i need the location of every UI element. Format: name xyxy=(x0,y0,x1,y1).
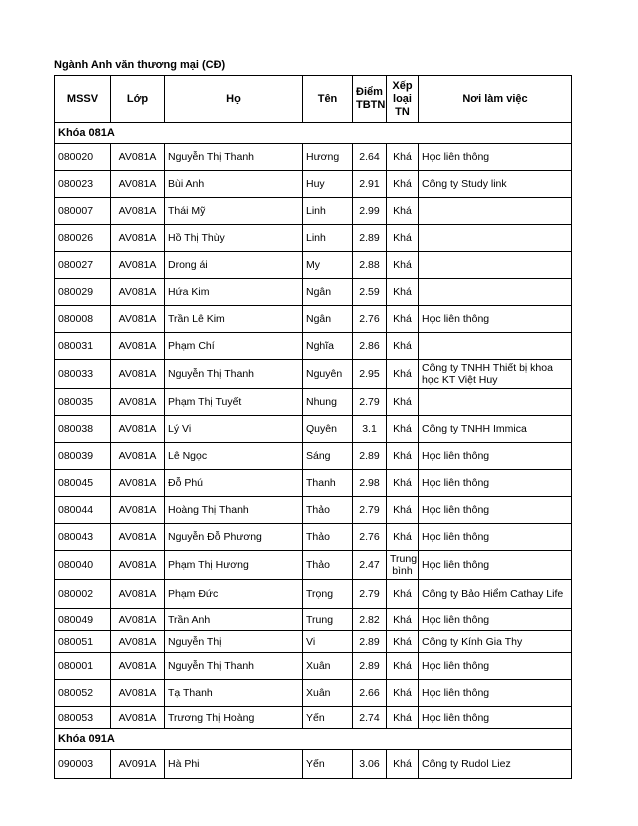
cell-diem: 2.95 xyxy=(353,360,387,389)
cell-ten: Nguyên xyxy=(303,360,353,389)
table-row xyxy=(55,653,572,680)
cell-lop: AV081A xyxy=(111,551,165,580)
table-row xyxy=(55,198,572,225)
cell-xep-loai: Khá xyxy=(387,580,419,609)
table-row xyxy=(55,551,572,580)
cell-mssv: 080051 xyxy=(55,631,111,653)
cell-ten: Thảo xyxy=(303,524,353,551)
cell-mssv: 080031 xyxy=(55,333,111,360)
cell-xep-loai: Khá xyxy=(387,389,419,416)
cell-ten: Trọng xyxy=(303,580,353,609)
cell-noi-lam-viec: Học liên thông xyxy=(419,653,572,680)
cell-noi-lam-viec: Công ty TNHH Thiết bị khoa học KT Việt Huy xyxy=(419,360,572,389)
cell-diem: 3.1 xyxy=(353,416,387,443)
cell-lop: AV081A xyxy=(111,389,165,416)
cell-ho: Trần Lê Kim xyxy=(165,306,303,333)
cell-lop: AV081A xyxy=(111,631,165,653)
cell-noi-lam-viec: Công ty TNHH Immica xyxy=(419,416,572,443)
cell-noi-lam-viec: Học liên thông xyxy=(419,470,572,497)
cell-mssv: 080039 xyxy=(55,443,111,470)
cell-mssv: 080026 xyxy=(55,225,111,252)
cell-noi-lam-viec: Công ty Study link xyxy=(419,171,572,198)
cell-lop: AV081A xyxy=(111,144,165,171)
cell-xep-loai: Khá xyxy=(387,279,419,306)
cell-lop: AV081A xyxy=(111,609,165,631)
table-row xyxy=(55,306,572,333)
cell-lop: AV081A xyxy=(111,171,165,198)
cell-lop: AV081A xyxy=(111,443,165,470)
cell-xep-loai: Khá xyxy=(387,333,419,360)
cell-diem: 2.89 xyxy=(353,653,387,680)
cell-diem: 2.89 xyxy=(353,631,387,653)
cell-ho: Nguyễn Đỗ Phương xyxy=(165,524,303,551)
cell-ho: Lý Vi xyxy=(165,416,303,443)
table-row xyxy=(55,279,572,306)
header-xep-loai: Xếp loại TN xyxy=(387,76,419,123)
cell-xep-loai: Khá xyxy=(387,470,419,497)
cell-noi-lam-viec: Học liên thông xyxy=(419,144,572,171)
cell-mssv: 080045 xyxy=(55,470,111,497)
table-row xyxy=(55,609,572,631)
cell-noi-lam-viec: Công ty Bảo Hiểm Cathay Life xyxy=(419,580,572,609)
cell-xep-loai: Khá xyxy=(387,497,419,524)
cell-lop: AV081A xyxy=(111,279,165,306)
cell-xep-loai: Khá xyxy=(387,360,419,389)
cell-lop: AV081A xyxy=(111,680,165,707)
cell-xep-loai: Trung bình xyxy=(387,551,419,580)
cell-mssv: 080043 xyxy=(55,524,111,551)
cell-ho: Hoàng Thị Thanh xyxy=(165,497,303,524)
cell-mssv: 080020 xyxy=(55,144,111,171)
table-row xyxy=(55,416,572,443)
cell-ten: Thảo xyxy=(303,551,353,580)
cell-diem: 2.89 xyxy=(353,225,387,252)
cell-ho: Bùi Anh xyxy=(165,171,303,198)
cell-diem: 2.91 xyxy=(353,171,387,198)
cell-ho: Nguyễn Thị Thanh xyxy=(165,653,303,680)
cell-noi-lam-viec xyxy=(419,252,572,279)
cell-ho: Hồ Thị Thùy xyxy=(165,225,303,252)
cell-ten: Yến xyxy=(303,707,353,729)
cell-xep-loai: Khá xyxy=(387,198,419,225)
cell-diem: 2.79 xyxy=(353,497,387,524)
cell-ho: Lê Ngọc xyxy=(165,443,303,470)
cell-ho: Hà Phi xyxy=(165,750,303,779)
cell-diem: 2.89 xyxy=(353,443,387,470)
cell-xep-loai: Khá xyxy=(387,707,419,729)
cell-lop: AV081A xyxy=(111,225,165,252)
cell-noi-lam-viec: Học liên thông xyxy=(419,707,572,729)
cell-ho: Phạm Thị Tuyết xyxy=(165,389,303,416)
header-mssv: MSSV xyxy=(55,76,111,123)
cell-noi-lam-viec: Học liên thông xyxy=(419,306,572,333)
cell-diem: 2.64 xyxy=(353,144,387,171)
cell-lop: AV081A xyxy=(111,653,165,680)
cell-noi-lam-viec: Học liên thông xyxy=(419,524,572,551)
cell-mssv: 080029 xyxy=(55,279,111,306)
cell-lop: AV081A xyxy=(111,524,165,551)
graduates-table xyxy=(54,75,572,779)
table-row xyxy=(55,750,572,779)
cell-ten: Sáng xyxy=(303,443,353,470)
cell-noi-lam-viec: Công ty Rudol Liez xyxy=(419,750,572,779)
cell-ten: Vi xyxy=(303,631,353,653)
cell-xep-loai: Khá xyxy=(387,416,419,443)
cell-diem: 2.47 xyxy=(353,551,387,580)
cell-diem: 3.06 xyxy=(353,750,387,779)
cell-xep-loai: Khá xyxy=(387,609,419,631)
cell-ho: Nguyễn Thị xyxy=(165,631,303,653)
cell-noi-lam-viec xyxy=(419,389,572,416)
header-noi-lam-viec: Nơi làm việc xyxy=(419,76,572,123)
cell-xep-loai: Khá xyxy=(387,171,419,198)
cell-ten: Ngân xyxy=(303,306,353,333)
cell-noi-lam-viec: Học liên thông xyxy=(419,443,572,470)
cell-noi-lam-viec xyxy=(419,333,572,360)
cell-ten: Xuân xyxy=(303,680,353,707)
cell-xep-loai: Khá xyxy=(387,653,419,680)
table-row xyxy=(55,524,572,551)
cell-mssv: 080027 xyxy=(55,252,111,279)
cell-ho: Đỗ Phú xyxy=(165,470,303,497)
cell-noi-lam-viec xyxy=(419,225,572,252)
table-header-row xyxy=(55,76,572,123)
cell-diem: 2.76 xyxy=(353,524,387,551)
section-label: Khóa 081A xyxy=(55,123,572,144)
cell-diem: 2.76 xyxy=(353,306,387,333)
cell-diem: 2.79 xyxy=(353,389,387,416)
cell-mssv: 080052 xyxy=(55,680,111,707)
cell-xep-loai: Khá xyxy=(387,750,419,779)
cell-noi-lam-viec: Học liên thông xyxy=(419,551,572,580)
cell-noi-lam-viec xyxy=(419,279,572,306)
table-row xyxy=(55,360,572,389)
cell-ho: Nguyễn Thị Thanh xyxy=(165,360,303,389)
table-row xyxy=(55,497,572,524)
header-ho: Họ xyxy=(165,76,303,123)
cell-ho: Trương Thị Hoàng xyxy=(165,707,303,729)
cell-xep-loai: Khá xyxy=(387,524,419,551)
cell-mssv: 080033 xyxy=(55,360,111,389)
cell-xep-loai: Khá xyxy=(387,252,419,279)
cell-ten: Yến xyxy=(303,750,353,779)
cell-ho: Drong ái xyxy=(165,252,303,279)
cell-lop: AV081A xyxy=(111,360,165,389)
cell-lop: AV081A xyxy=(111,306,165,333)
cell-ten: Thảo xyxy=(303,497,353,524)
header-diem: Điểm TBTN xyxy=(353,76,387,123)
cell-diem: 2.86 xyxy=(353,333,387,360)
cell-noi-lam-viec: Học liên thông xyxy=(419,680,572,707)
cell-diem: 2.66 xyxy=(353,680,387,707)
cell-mssv: 090003 xyxy=(55,750,111,779)
cell-noi-lam-viec: Công ty Kính Gia Thy xyxy=(419,631,572,653)
table-row xyxy=(55,171,572,198)
section-row xyxy=(55,123,572,144)
cell-ten: Huy xyxy=(303,171,353,198)
cell-xep-loai: Khá xyxy=(387,631,419,653)
cell-ho: Thái Mỹ xyxy=(165,198,303,225)
cell-xep-loai: Khá xyxy=(387,306,419,333)
cell-noi-lam-viec xyxy=(419,198,572,225)
cell-diem: 2.79 xyxy=(353,580,387,609)
cell-lop: AV081A xyxy=(111,707,165,729)
cell-ten: Linh xyxy=(303,225,353,252)
cell-lop: AV081A xyxy=(111,198,165,225)
cell-mssv: 080044 xyxy=(55,497,111,524)
cell-ho: Phạm Đức xyxy=(165,580,303,609)
cell-lop: AV081A xyxy=(111,470,165,497)
header-lop: Lớp xyxy=(111,76,165,123)
cell-ho: Phạm Thị Hương xyxy=(165,551,303,580)
cell-ho: Trần Anh xyxy=(165,609,303,631)
cell-diem: 2.88 xyxy=(353,252,387,279)
cell-ten: Nhung xyxy=(303,389,353,416)
cell-diem: 2.82 xyxy=(353,609,387,631)
cell-diem: 2.74 xyxy=(353,707,387,729)
cell-lop: AV081A xyxy=(111,497,165,524)
cell-mssv: 080038 xyxy=(55,416,111,443)
table-row xyxy=(55,443,572,470)
cell-ten: Trung xyxy=(303,609,353,631)
cell-diem: 2.59 xyxy=(353,279,387,306)
cell-ten: Nghĩa xyxy=(303,333,353,360)
cell-ten: Thanh xyxy=(303,470,353,497)
cell-diem: 2.98 xyxy=(353,470,387,497)
cell-ho: Phạm Chí xyxy=(165,333,303,360)
section-row xyxy=(55,729,572,750)
cell-lop: AV081A xyxy=(111,252,165,279)
cell-lop: AV091A xyxy=(111,750,165,779)
table-row xyxy=(55,389,572,416)
table-row xyxy=(55,225,572,252)
table-row xyxy=(55,707,572,729)
cell-ten: My xyxy=(303,252,353,279)
cell-noi-lam-viec: Học liên thông xyxy=(419,497,572,524)
cell-mssv: 080007 xyxy=(55,198,111,225)
page-title: Ngành Anh văn thương mại (CĐ) xyxy=(54,59,226,71)
cell-mssv: 080002 xyxy=(55,580,111,609)
table-row xyxy=(55,333,572,360)
table-row xyxy=(55,580,572,609)
cell-mssv: 080053 xyxy=(55,707,111,729)
cell-mssv: 080023 xyxy=(55,171,111,198)
cell-mssv: 080040 xyxy=(55,551,111,580)
section-label: Khóa 091A xyxy=(55,729,572,750)
table-row xyxy=(55,470,572,497)
header-ten: Tên xyxy=(303,76,353,123)
cell-xep-loai: Khá xyxy=(387,225,419,252)
cell-lop: AV081A xyxy=(111,416,165,443)
cell-lop: AV081A xyxy=(111,580,165,609)
cell-ten: Xuân xyxy=(303,653,353,680)
cell-mssv: 080001 xyxy=(55,653,111,680)
cell-ten: Ngân xyxy=(303,279,353,306)
cell-mssv: 080008 xyxy=(55,306,111,333)
cell-mssv: 080035 xyxy=(55,389,111,416)
cell-ho: Hứa Kim xyxy=(165,279,303,306)
cell-xep-loai: Khá xyxy=(387,680,419,707)
cell-ho: Nguyễn Thị Thanh xyxy=(165,144,303,171)
cell-ho: Tạ Thanh xyxy=(165,680,303,707)
table-row xyxy=(55,680,572,707)
cell-mssv: 080049 xyxy=(55,609,111,631)
cell-xep-loai: Khá xyxy=(387,443,419,470)
cell-ten: Quyên xyxy=(303,416,353,443)
cell-lop: AV081A xyxy=(111,333,165,360)
cell-diem: 2.99 xyxy=(353,198,387,225)
cell-noi-lam-viec: Học liên thông xyxy=(419,609,572,631)
cell-xep-loai: Khá xyxy=(387,144,419,171)
table-row xyxy=(55,144,572,171)
table-row xyxy=(55,631,572,653)
table-row xyxy=(55,252,572,279)
cell-ten: Hương xyxy=(303,144,353,171)
cell-ten: Linh xyxy=(303,198,353,225)
